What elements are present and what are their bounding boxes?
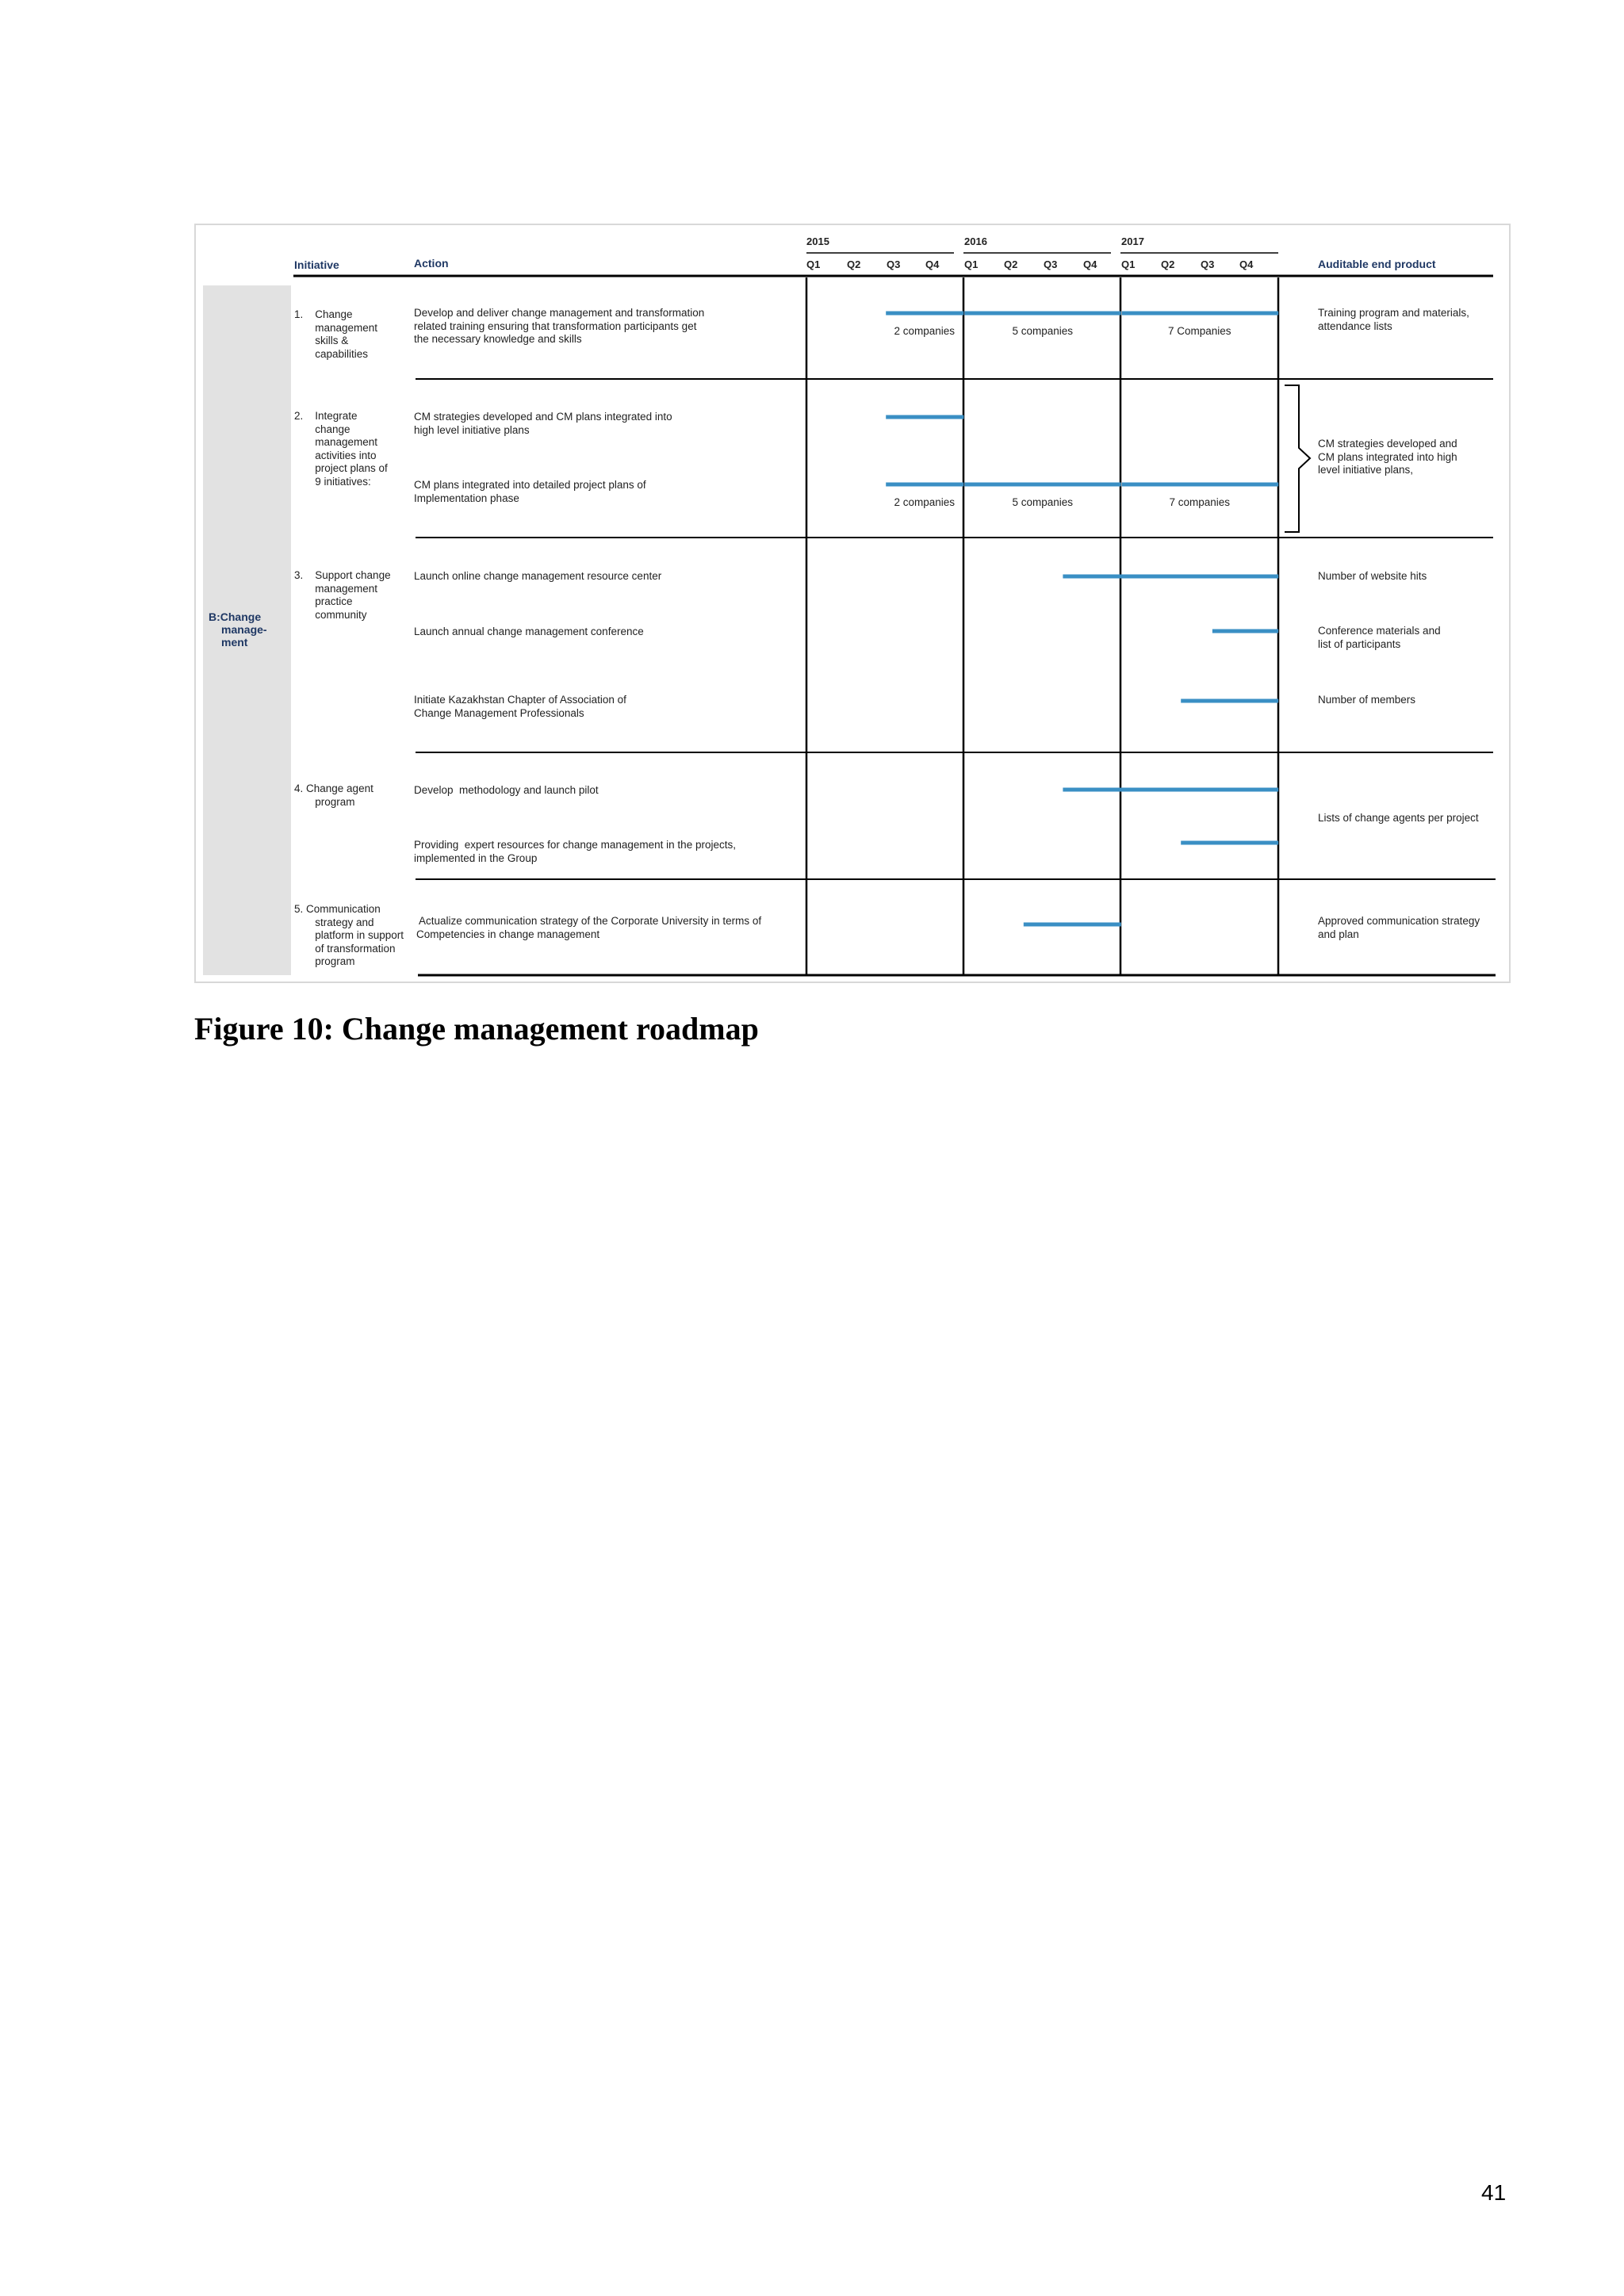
action-text: Competencies in change management xyxy=(416,928,600,940)
initiative-text: skills & xyxy=(294,335,349,346)
quarter-label: Q3 xyxy=(887,258,901,270)
end-product-text: attendance lists xyxy=(1318,320,1392,332)
action-text: Implementation phase xyxy=(414,492,519,504)
initiative-text: 4. Change agent xyxy=(294,783,373,794)
quarter-label: Q3 xyxy=(1044,258,1058,270)
end-product-text: Lists of change agents per project xyxy=(1318,812,1479,824)
section-label: manage- xyxy=(221,623,267,636)
end-product-text: CM plans integrated into high xyxy=(1318,450,1457,463)
quarter-label: Q1 xyxy=(964,258,979,270)
quarter-label: Q4 xyxy=(925,258,940,270)
year-label-2016: 2016 xyxy=(964,235,987,247)
quarter-label: Q2 xyxy=(847,258,861,270)
bar-label: 2 companies xyxy=(894,325,956,337)
initiative-text: management xyxy=(294,582,378,595)
end-product-text: list of participants xyxy=(1318,637,1401,650)
action-text: CM plans integrated into detailed project plans of xyxy=(414,479,646,491)
action-text: the necessary knowledge and skills xyxy=(414,333,582,345)
action-text: related training ensuring that transformation participants get xyxy=(414,320,697,332)
action-text: implemented in the Group xyxy=(414,851,538,864)
action-text: Change Management Professionals xyxy=(414,706,584,719)
section-label: ment xyxy=(221,636,248,649)
header-action: Action xyxy=(414,257,449,270)
initiative-text: 3. Support change xyxy=(294,569,391,581)
page-number: 41 xyxy=(1481,2180,1507,2205)
action-text: Develop methodology and launch pilot xyxy=(414,784,599,796)
action-text: Launch online change management resource center xyxy=(414,570,662,582)
initiative-text: 5. Communication xyxy=(294,903,381,915)
action-text: Providing expert resources for change management in the projects, xyxy=(414,839,736,851)
action-text: Launch annual change management conference xyxy=(414,626,644,637)
bar-label: 7 Companies xyxy=(1168,325,1231,337)
header-end-product: Auditable end product xyxy=(1318,258,1436,270)
quarter-label: Q4 xyxy=(1239,258,1254,270)
quarter-label: Q1 xyxy=(806,258,821,270)
initiative-text: 9 initiatives: xyxy=(294,475,371,488)
year-label-2017: 2017 xyxy=(1121,235,1144,247)
section-label: B:Change xyxy=(209,610,262,623)
quarter-label: Q4 xyxy=(1083,258,1097,270)
bracket-initiative-2 xyxy=(1285,385,1310,532)
initiative-text: platform in support xyxy=(294,929,404,941)
initiative-text: strategy and xyxy=(294,916,374,928)
action-text: CM strategies developed and CM plans integrated into xyxy=(414,411,672,423)
initiative-text: change xyxy=(294,423,350,435)
quarter-label: Q2 xyxy=(1161,258,1175,270)
initiative-text: management xyxy=(294,436,378,448)
action-text: Actualize communication strategy of the Corporate University in terms of xyxy=(416,915,762,927)
end-product-text: Number of website hits xyxy=(1318,570,1427,582)
schedule-bars xyxy=(886,313,1278,924)
year-label-2015: 2015 xyxy=(806,235,829,247)
figure-caption: Figure 10: Change management roadmap xyxy=(194,1011,759,1047)
initiative-text: practice xyxy=(294,595,353,607)
bar-label: 2 companies xyxy=(894,496,956,508)
quarter-label: Q3 xyxy=(1201,258,1215,270)
initiative-text: program xyxy=(294,955,355,967)
initiative-text: 2. Integrate xyxy=(294,410,358,422)
initiative-text: project plans of xyxy=(294,462,388,474)
bar-label: 5 companies xyxy=(1012,325,1074,337)
end-product-text: Conference materials and xyxy=(1318,625,1441,637)
header-initiative: Initiative xyxy=(294,258,339,271)
initiative-text: program xyxy=(294,795,355,808)
bar-label: 7 companies xyxy=(1169,496,1231,508)
quarter-label: Q1 xyxy=(1121,258,1136,270)
initiative-text: activities into xyxy=(294,449,377,461)
action-text: Develop and deliver change management and transformation xyxy=(414,307,705,319)
initiative-text: of transformation xyxy=(294,942,396,955)
end-product-text: Approved communication strategy xyxy=(1318,915,1480,927)
initiative-text: management xyxy=(294,321,378,334)
initiative-text: 1. Change xyxy=(294,308,353,320)
initiative-text: capabilities xyxy=(294,347,369,360)
end-product-text: and plan xyxy=(1318,928,1359,940)
end-product-text: level initiative plans, xyxy=(1318,464,1414,476)
action-text: Initiate Kazakhstan Chapter of Association of xyxy=(414,694,626,706)
action-text: high level initiative plans xyxy=(414,423,530,436)
bar-label: 5 companies xyxy=(1012,496,1074,508)
end-product-text: Training program and materials, xyxy=(1318,307,1469,319)
end-product-text: Number of members xyxy=(1318,694,1416,706)
initiative-text: community xyxy=(294,608,367,621)
end-product-text: CM strategies developed and xyxy=(1318,438,1457,450)
quarter-label: Q2 xyxy=(1004,258,1018,270)
